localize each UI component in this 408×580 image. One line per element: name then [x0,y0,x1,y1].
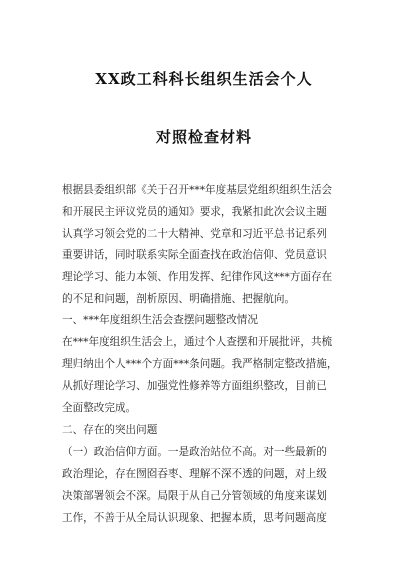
paragraph-line: 工作，不善于从全局认识现象、把握本质，思考问题高度 [62,512,327,524]
document-title-line-2: 对照检查材料 [155,128,252,146]
paragraph-line: 和开展民主评议党员的通知》要求，我紧扣此次会议主题 [62,206,327,218]
paragraph-line: （一）政治信仰方面。一是政治站位不高。对一些最新的 [62,446,327,458]
document-title-line-1: XX政工科科长组织生活会个人 [95,70,313,88]
paragraph-line: 政治理论，存在囫囵吞枣、理解不深不透的问题，对上级 [62,468,327,480]
paragraph-line: 理归纳出个人***个方面***条问题。我严格制定整改措施， [62,358,338,370]
section-heading: 二、存在的突出问题 [62,424,158,436]
section-heading: 一、***年度组织生活会查摆问题整改情况 [62,314,258,326]
paragraph-line: 认真学习领会党的二十大精神、党章和习近平总书记系列 [62,228,327,240]
paragraph-line: 理论学习、能力本领、作用发挥、纪律作风这***方面存在 [62,271,333,283]
paragraph-line: 重要讲话，同时联系实际全面查找在政治信仰、党员意识 [62,249,327,261]
paragraph-line: 决策部署领会不深。局限于从自己分管领域的角度来谋划 [62,490,327,502]
paragraph-line: 的不足和问题，剖析原因、明确措施、把握航向。 [62,293,296,305]
paragraph-line: 根据县委组织部《关于召开***年度基层党组织组织生活会 [62,184,333,196]
paragraph-line: 在***年度组织生活会上，通过个人查摆和开展批评，共梳 [62,336,333,348]
paragraph-line: 从抓好理论学习、加强党性修养等方面组织整改，目前已 [62,380,327,392]
paragraph-line: 全面整改完成。 [62,402,137,414]
